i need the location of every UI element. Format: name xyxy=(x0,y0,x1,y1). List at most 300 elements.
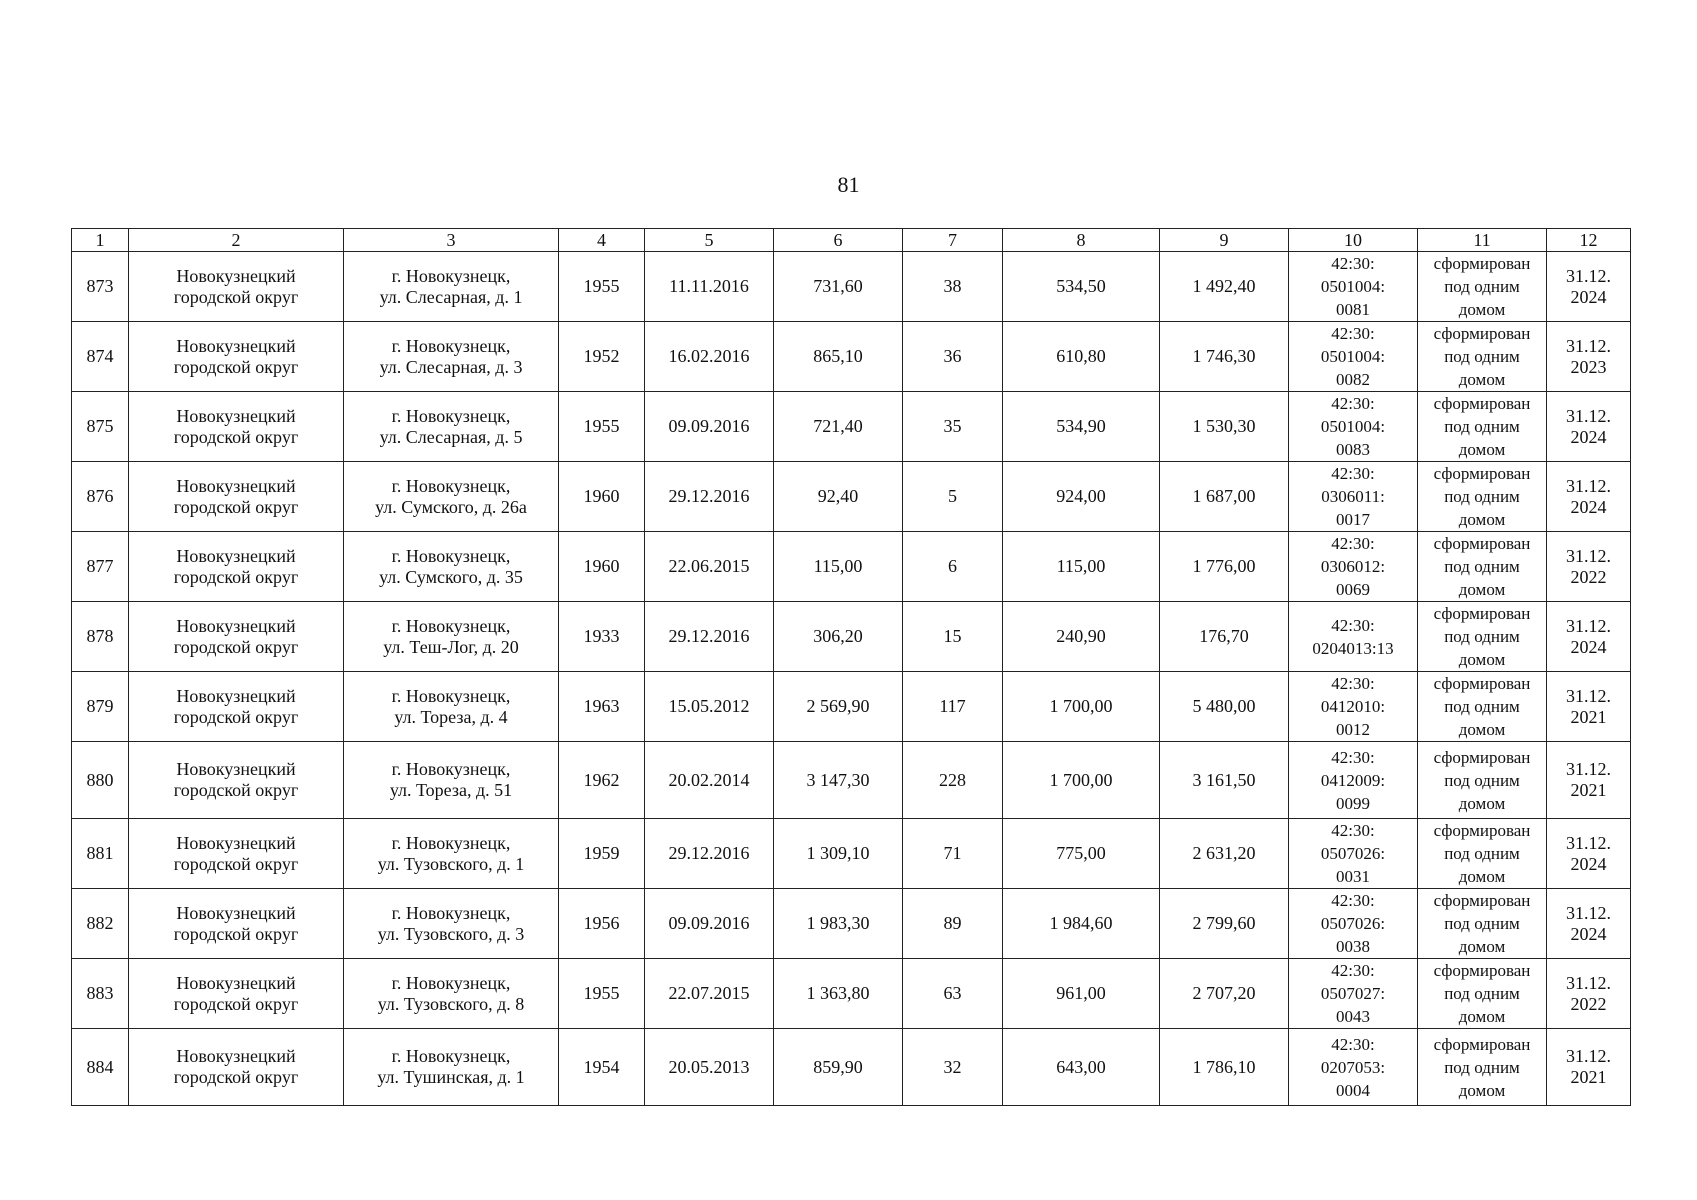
row-number: 875 xyxy=(72,392,129,462)
year-cell: 1959 xyxy=(559,819,645,889)
table-row xyxy=(72,959,1631,1029)
cell-line: домом xyxy=(1458,300,1506,319)
value-cell: 534,90 xyxy=(1003,392,1160,462)
cell-line: 2022 xyxy=(1570,993,1607,1014)
year-cell: 1960 xyxy=(559,462,645,532)
cell-line: 0204013:13 xyxy=(1312,638,1394,658)
address-cell xyxy=(344,959,559,1029)
cell-line: 31.12. xyxy=(1566,615,1611,636)
cell-line: городской округ xyxy=(173,923,299,944)
deadline-cell xyxy=(1547,889,1631,959)
cell-line: под одним xyxy=(1444,914,1520,933)
deadline-cell xyxy=(1547,462,1631,532)
address-cell xyxy=(344,392,559,462)
cell-line: 0207053: xyxy=(1320,1057,1386,1077)
date-cell: 11.11.2016 xyxy=(645,252,774,322)
cell-line: 2021 xyxy=(1570,706,1607,727)
cell-line: 0043 xyxy=(1336,1007,1370,1026)
cell-line: ул. Слесарная, д. 3 xyxy=(379,356,523,377)
cell-line: 31.12. xyxy=(1566,972,1611,993)
area-cell: 865,10 xyxy=(774,322,903,392)
value-cell: 1 984,60 xyxy=(1003,889,1160,959)
cell-line: 0082 xyxy=(1336,370,1370,389)
district-cell xyxy=(129,819,344,889)
cadastral-number-cell xyxy=(1289,252,1418,322)
cell-line: 0306012: xyxy=(1320,557,1386,576)
cell-line: 2024 xyxy=(1570,426,1607,447)
deadline-cell xyxy=(1547,322,1631,392)
count-cell: 71 xyxy=(903,819,1003,889)
address-cell xyxy=(344,889,559,959)
cell-line: сформирован xyxy=(1433,891,1531,910)
address-cell xyxy=(344,322,559,392)
cell-line: 42:30: xyxy=(1331,1034,1375,1054)
cell-line: домом xyxy=(1458,440,1506,459)
date-cell: 20.05.2013 xyxy=(645,1029,774,1106)
row-number: 882 xyxy=(72,889,129,959)
cell-line: городской округ xyxy=(173,426,299,447)
cell-line: 42:30: xyxy=(1331,821,1375,840)
column-header: 6 xyxy=(774,229,903,252)
area-cell: 92,40 xyxy=(774,462,903,532)
cell-line: ул. Теш-Лог, д. 20 xyxy=(383,636,519,657)
cell-line: городской округ xyxy=(173,853,299,874)
cell-line: Новокузнецкий xyxy=(176,265,296,286)
cell-line: 0507026: xyxy=(1320,844,1386,863)
cell-line: 31.12. xyxy=(1566,405,1611,426)
cell-line: домом xyxy=(1458,867,1506,886)
district-cell xyxy=(129,672,344,742)
cell-line: городской округ xyxy=(173,993,299,1014)
date-cell: 22.06.2015 xyxy=(645,532,774,602)
cadastral-number-cell xyxy=(1289,322,1418,392)
area-cell: 731,60 xyxy=(774,252,903,322)
cell-line: 0501004: xyxy=(1320,347,1386,366)
value-cell: 643,00 xyxy=(1003,1029,1160,1106)
cell-line: 31.12. xyxy=(1566,545,1611,566)
cell-line: под одним xyxy=(1444,984,1520,1003)
cell-line: 0412009: xyxy=(1320,770,1386,790)
cell-line: г. Новокузнецк, xyxy=(391,685,511,706)
address-cell xyxy=(344,742,559,819)
cell-line: 0412010: xyxy=(1320,697,1386,716)
address-cell xyxy=(344,532,559,602)
cell-line: домом xyxy=(1458,510,1506,529)
value-cell: 775,00 xyxy=(1003,819,1160,889)
cell-line: 42:30: xyxy=(1331,961,1375,980)
cell-line: домом xyxy=(1458,650,1506,669)
address-cell xyxy=(344,462,559,532)
area-cell: 3 147,30 xyxy=(774,742,903,819)
count-cell: 6 xyxy=(903,532,1003,602)
year-cell: 1955 xyxy=(559,392,645,462)
cell-line: 42:30: xyxy=(1331,394,1375,413)
land-status-cell xyxy=(1418,742,1547,819)
cell-line: г. Новокузнецк, xyxy=(391,265,511,286)
cell-line: городской округ xyxy=(173,780,299,800)
value-cell: 1 687,00 xyxy=(1160,462,1289,532)
cell-line: под одним xyxy=(1444,770,1520,790)
cell-line: Новокузнецкий xyxy=(176,545,296,566)
year-cell: 1933 xyxy=(559,602,645,672)
value-cell: 1 700,00 xyxy=(1003,672,1160,742)
cadastral-number-cell xyxy=(1289,392,1418,462)
cell-line: Новокузнецкий xyxy=(176,405,296,426)
cell-line: 31.12. xyxy=(1566,685,1611,706)
cell-line: 0083 xyxy=(1336,440,1370,459)
date-cell: 09.09.2016 xyxy=(645,392,774,462)
cell-line: Новокузнецкий xyxy=(176,335,296,356)
page-number: 81 xyxy=(837,172,860,197)
cell-line: г. Новокузнецк, xyxy=(391,1046,511,1066)
district-cell xyxy=(129,532,344,602)
value-cell: 924,00 xyxy=(1003,462,1160,532)
date-cell: 15.05.2012 xyxy=(645,672,774,742)
table-body xyxy=(72,252,1631,1106)
cell-line: 0004 xyxy=(1336,1080,1370,1100)
cell-line: 2024 xyxy=(1570,496,1607,517)
cell-line: 2023 xyxy=(1570,356,1607,377)
district-cell xyxy=(129,322,344,392)
cadastral-number-cell xyxy=(1289,602,1418,672)
cell-line: Новокузнецкий xyxy=(176,832,296,853)
land-status-cell xyxy=(1418,252,1547,322)
cell-line: 0501004: xyxy=(1320,417,1386,436)
cell-line: Новокузнецкий xyxy=(176,759,296,779)
cell-line: г. Новокузнецк, xyxy=(391,832,511,853)
address-cell xyxy=(344,1029,559,1106)
cell-line: 2021 xyxy=(1570,780,1607,800)
cell-line: под одним xyxy=(1444,627,1520,646)
cell-line: под одним xyxy=(1444,557,1520,576)
table-row xyxy=(72,889,1631,959)
deadline-cell xyxy=(1547,602,1631,672)
cadastral-number-cell xyxy=(1289,819,1418,889)
cell-line: 31.12. xyxy=(1566,1046,1611,1066)
cell-line: городской округ xyxy=(173,706,299,727)
count-cell: 228 xyxy=(903,742,1003,819)
table-row xyxy=(72,1029,1631,1106)
deadline-cell xyxy=(1547,1029,1631,1106)
cell-line: сформирован xyxy=(1433,821,1531,840)
count-cell: 117 xyxy=(903,672,1003,742)
cell-line: г. Новокузнецк, xyxy=(391,972,511,993)
year-cell: 1954 xyxy=(559,1029,645,1106)
land-status-cell xyxy=(1418,672,1547,742)
deadline-cell xyxy=(1547,742,1631,819)
cell-line: 0031 xyxy=(1336,867,1370,886)
value-cell: 610,80 xyxy=(1003,322,1160,392)
area-cell: 2 569,90 xyxy=(774,672,903,742)
land-status-cell xyxy=(1418,959,1547,1029)
land-status-cell xyxy=(1418,392,1547,462)
cell-line: сформирован xyxy=(1433,324,1531,343)
table-row xyxy=(72,742,1631,819)
count-cell: 15 xyxy=(903,602,1003,672)
cell-line: 42:30: xyxy=(1331,891,1375,910)
cell-line: городской округ xyxy=(173,636,299,657)
cell-line: 0507026: xyxy=(1320,914,1386,933)
cell-line: 2024 xyxy=(1570,286,1607,307)
value-cell: 1 700,00 xyxy=(1003,742,1160,819)
cell-line: городской округ xyxy=(173,1067,299,1087)
cell-line: г. Новокузнецк, xyxy=(391,335,511,356)
deadline-cell xyxy=(1547,672,1631,742)
year-cell: 1955 xyxy=(559,959,645,1029)
cell-line: 42:30: xyxy=(1331,324,1375,343)
cell-line: под одним xyxy=(1444,1057,1520,1077)
row-number: 880 xyxy=(72,742,129,819)
cell-line: 42:30: xyxy=(1331,674,1375,693)
cell-line: городской округ xyxy=(173,286,299,307)
district-cell xyxy=(129,742,344,819)
value-cell: 2 631,20 xyxy=(1160,819,1289,889)
date-cell: 22.07.2015 xyxy=(645,959,774,1029)
row-number: 873 xyxy=(72,252,129,322)
table-row xyxy=(72,819,1631,889)
cell-line: домом xyxy=(1458,1007,1506,1026)
year-cell: 1956 xyxy=(559,889,645,959)
address-cell xyxy=(344,252,559,322)
value-cell: 3 161,50 xyxy=(1160,742,1289,819)
table-row xyxy=(72,252,1631,322)
cell-line: 31.12. xyxy=(1566,475,1611,496)
count-cell: 89 xyxy=(903,889,1003,959)
cell-line: домом xyxy=(1458,370,1506,389)
cell-line: ул. Тузовского, д. 3 xyxy=(377,923,525,944)
cell-line: г. Новокузнецк, xyxy=(391,405,511,426)
district-cell xyxy=(129,602,344,672)
cell-line: сформирован xyxy=(1433,604,1531,623)
land-status-cell xyxy=(1418,889,1547,959)
cell-line: ул. Тореза, д. 4 xyxy=(394,706,508,727)
district-cell xyxy=(129,1029,344,1106)
district-cell xyxy=(129,462,344,532)
value-cell: 5 480,00 xyxy=(1160,672,1289,742)
area-cell: 115,00 xyxy=(774,532,903,602)
count-cell: 63 xyxy=(903,959,1003,1029)
cell-line: домом xyxy=(1458,793,1506,813)
area-cell: 1 363,80 xyxy=(774,959,903,1029)
address-cell xyxy=(344,819,559,889)
cell-line: 0012 xyxy=(1336,720,1370,739)
row-number: 878 xyxy=(72,602,129,672)
cell-line: домом xyxy=(1458,1080,1506,1100)
cell-line: Новокузнецкий xyxy=(176,1046,296,1066)
cell-line: городской округ xyxy=(173,356,299,377)
date-cell: 29.12.2016 xyxy=(645,462,774,532)
district-cell xyxy=(129,959,344,1029)
cell-line: ул. Тузовского, д. 8 xyxy=(377,993,525,1014)
housing-registry-table xyxy=(71,228,1631,1106)
cell-line: ул. Сумского, д. 26а xyxy=(375,496,527,517)
land-status-cell xyxy=(1418,462,1547,532)
land-status-cell xyxy=(1418,819,1547,889)
cell-line: 31.12. xyxy=(1566,335,1611,356)
cell-line: сформирован xyxy=(1433,254,1531,273)
table-row xyxy=(72,462,1631,532)
cell-line: под одним xyxy=(1444,347,1520,366)
cell-line: домом xyxy=(1458,937,1506,956)
table-row xyxy=(72,322,1631,392)
column-header: 3 xyxy=(344,229,559,252)
cell-line: ул. Тореза, д. 51 xyxy=(389,780,513,800)
date-cell: 20.02.2014 xyxy=(645,742,774,819)
column-header: 1 xyxy=(72,229,129,252)
district-cell xyxy=(129,889,344,959)
cell-line: под одним xyxy=(1444,844,1520,863)
district-cell xyxy=(129,252,344,322)
year-cell: 1960 xyxy=(559,532,645,602)
value-cell: 961,00 xyxy=(1003,959,1160,1029)
cell-line: сформирован xyxy=(1433,674,1531,693)
cell-line: ул. Сумского, д. 35 xyxy=(379,566,523,587)
cell-line: под одним xyxy=(1444,277,1520,296)
cell-line: 31.12. xyxy=(1566,265,1611,286)
address-cell xyxy=(344,602,559,672)
cadastral-number-cell xyxy=(1289,462,1418,532)
year-cell: 1955 xyxy=(559,252,645,322)
cell-line: г. Новокузнецк, xyxy=(391,615,511,636)
cell-line: сформирован xyxy=(1433,1034,1531,1054)
cell-line: сформирован xyxy=(1433,464,1531,483)
area-cell: 1 983,30 xyxy=(774,889,903,959)
cell-line: 31.12. xyxy=(1566,759,1611,779)
column-header: 12 xyxy=(1547,229,1631,252)
count-cell: 38 xyxy=(903,252,1003,322)
cell-line: ул. Слесарная, д. 5 xyxy=(379,426,523,447)
land-status-cell xyxy=(1418,602,1547,672)
value-cell: 1 492,40 xyxy=(1160,252,1289,322)
cell-line: 42:30: xyxy=(1331,747,1375,767)
deadline-cell xyxy=(1547,252,1631,322)
cell-line: 42:30: xyxy=(1331,464,1375,483)
cell-line: Новокузнецкий xyxy=(176,972,296,993)
land-status-cell xyxy=(1418,532,1547,602)
year-cell: 1952 xyxy=(559,322,645,392)
row-number: 874 xyxy=(72,322,129,392)
cell-line: 2024 xyxy=(1570,636,1607,657)
date-cell: 29.12.2016 xyxy=(645,602,774,672)
district-cell xyxy=(129,392,344,462)
cell-line: 2021 xyxy=(1570,1067,1607,1087)
cell-line: 31.12. xyxy=(1566,902,1611,923)
deadline-cell xyxy=(1547,959,1631,1029)
cell-line: сформирован xyxy=(1433,534,1531,553)
column-header: 7 xyxy=(903,229,1003,252)
cell-line: городской округ xyxy=(173,566,299,587)
table-row xyxy=(72,392,1631,462)
cell-line: Новокузнецкий xyxy=(176,685,296,706)
cell-line: 0306011: xyxy=(1321,487,1385,506)
year-cell: 1963 xyxy=(559,672,645,742)
header-row xyxy=(72,229,1631,252)
value-cell: 534,50 xyxy=(1003,252,1160,322)
row-number: 881 xyxy=(72,819,129,889)
area-cell: 721,40 xyxy=(774,392,903,462)
cell-line: сформирован xyxy=(1433,394,1531,413)
cell-line: Новокузнецкий xyxy=(176,475,296,496)
value-cell: 240,90 xyxy=(1003,602,1160,672)
row-number: 876 xyxy=(72,462,129,532)
cell-line: ул. Слесарная, д. 1 xyxy=(379,286,523,307)
date-cell: 16.02.2016 xyxy=(645,322,774,392)
value-cell: 1 786,10 xyxy=(1160,1029,1289,1106)
cell-line: под одним xyxy=(1444,697,1520,716)
cell-line: сформирован xyxy=(1433,747,1531,767)
cell-line: 42:30: xyxy=(1331,615,1375,635)
cell-line: 0038 xyxy=(1336,937,1370,956)
cell-line: 2024 xyxy=(1570,923,1607,944)
column-header: 5 xyxy=(645,229,774,252)
cell-line: под одним xyxy=(1444,417,1520,436)
area-cell: 859,90 xyxy=(774,1029,903,1106)
deadline-cell xyxy=(1547,392,1631,462)
cell-line: Новокузнецкий xyxy=(176,902,296,923)
column-header: 11 xyxy=(1418,229,1547,252)
table-row xyxy=(72,672,1631,742)
date-cell: 29.12.2016 xyxy=(645,819,774,889)
deadline-cell xyxy=(1547,819,1631,889)
cell-line: 0017 xyxy=(1336,510,1370,529)
value-cell: 1 776,00 xyxy=(1160,532,1289,602)
date-cell: 09.09.2016 xyxy=(645,889,774,959)
value-cell: 1 746,30 xyxy=(1160,322,1289,392)
cell-line: домом xyxy=(1458,720,1506,739)
cadastral-number-cell xyxy=(1289,672,1418,742)
land-status-cell xyxy=(1418,1029,1547,1106)
cell-line: г. Новокузнецк, xyxy=(391,902,511,923)
row-number: 884 xyxy=(72,1029,129,1106)
value-cell: 1 530,30 xyxy=(1160,392,1289,462)
cell-line: 0081 xyxy=(1336,300,1370,319)
area-cell: 306,20 xyxy=(774,602,903,672)
cell-line: г. Новокузнецк, xyxy=(391,475,511,496)
cell-line: 0099 xyxy=(1336,793,1370,813)
column-header: 10 xyxy=(1289,229,1418,252)
cell-line: 31.12. xyxy=(1566,832,1611,853)
cell-line: ул. Тузовского, д. 1 xyxy=(377,853,525,874)
cadastral-number-cell xyxy=(1289,959,1418,1029)
value-cell: 176,70 xyxy=(1160,602,1289,672)
cell-line: 2022 xyxy=(1570,566,1607,587)
deadline-cell xyxy=(1547,532,1631,602)
land-status-cell xyxy=(1418,322,1547,392)
row-number: 883 xyxy=(72,959,129,1029)
cadastral-number-cell xyxy=(1289,742,1418,819)
count-cell: 35 xyxy=(903,392,1003,462)
value-cell: 115,00 xyxy=(1003,532,1160,602)
cadastral-number-cell xyxy=(1289,1029,1418,1106)
cell-line: 2024 xyxy=(1570,853,1607,874)
cell-line: г. Новокузнецк, xyxy=(391,759,511,779)
count-cell: 32 xyxy=(903,1029,1003,1106)
cell-line: ул. Тушинская, д. 1 xyxy=(377,1067,525,1087)
cell-line: 42:30: xyxy=(1331,254,1375,273)
address-cell xyxy=(344,672,559,742)
cell-line: домом xyxy=(1458,580,1506,599)
cell-line: Новокузнецкий xyxy=(176,615,296,636)
column-header: 2 xyxy=(129,229,344,252)
value-cell: 2 799,60 xyxy=(1160,889,1289,959)
column-header: 9 xyxy=(1160,229,1289,252)
cell-line: 42:30: xyxy=(1331,534,1375,553)
area-cell: 1 309,10 xyxy=(774,819,903,889)
count-cell: 36 xyxy=(903,322,1003,392)
count-cell: 5 xyxy=(903,462,1003,532)
row-number: 877 xyxy=(72,532,129,602)
cell-line: сформирован xyxy=(1433,961,1531,980)
